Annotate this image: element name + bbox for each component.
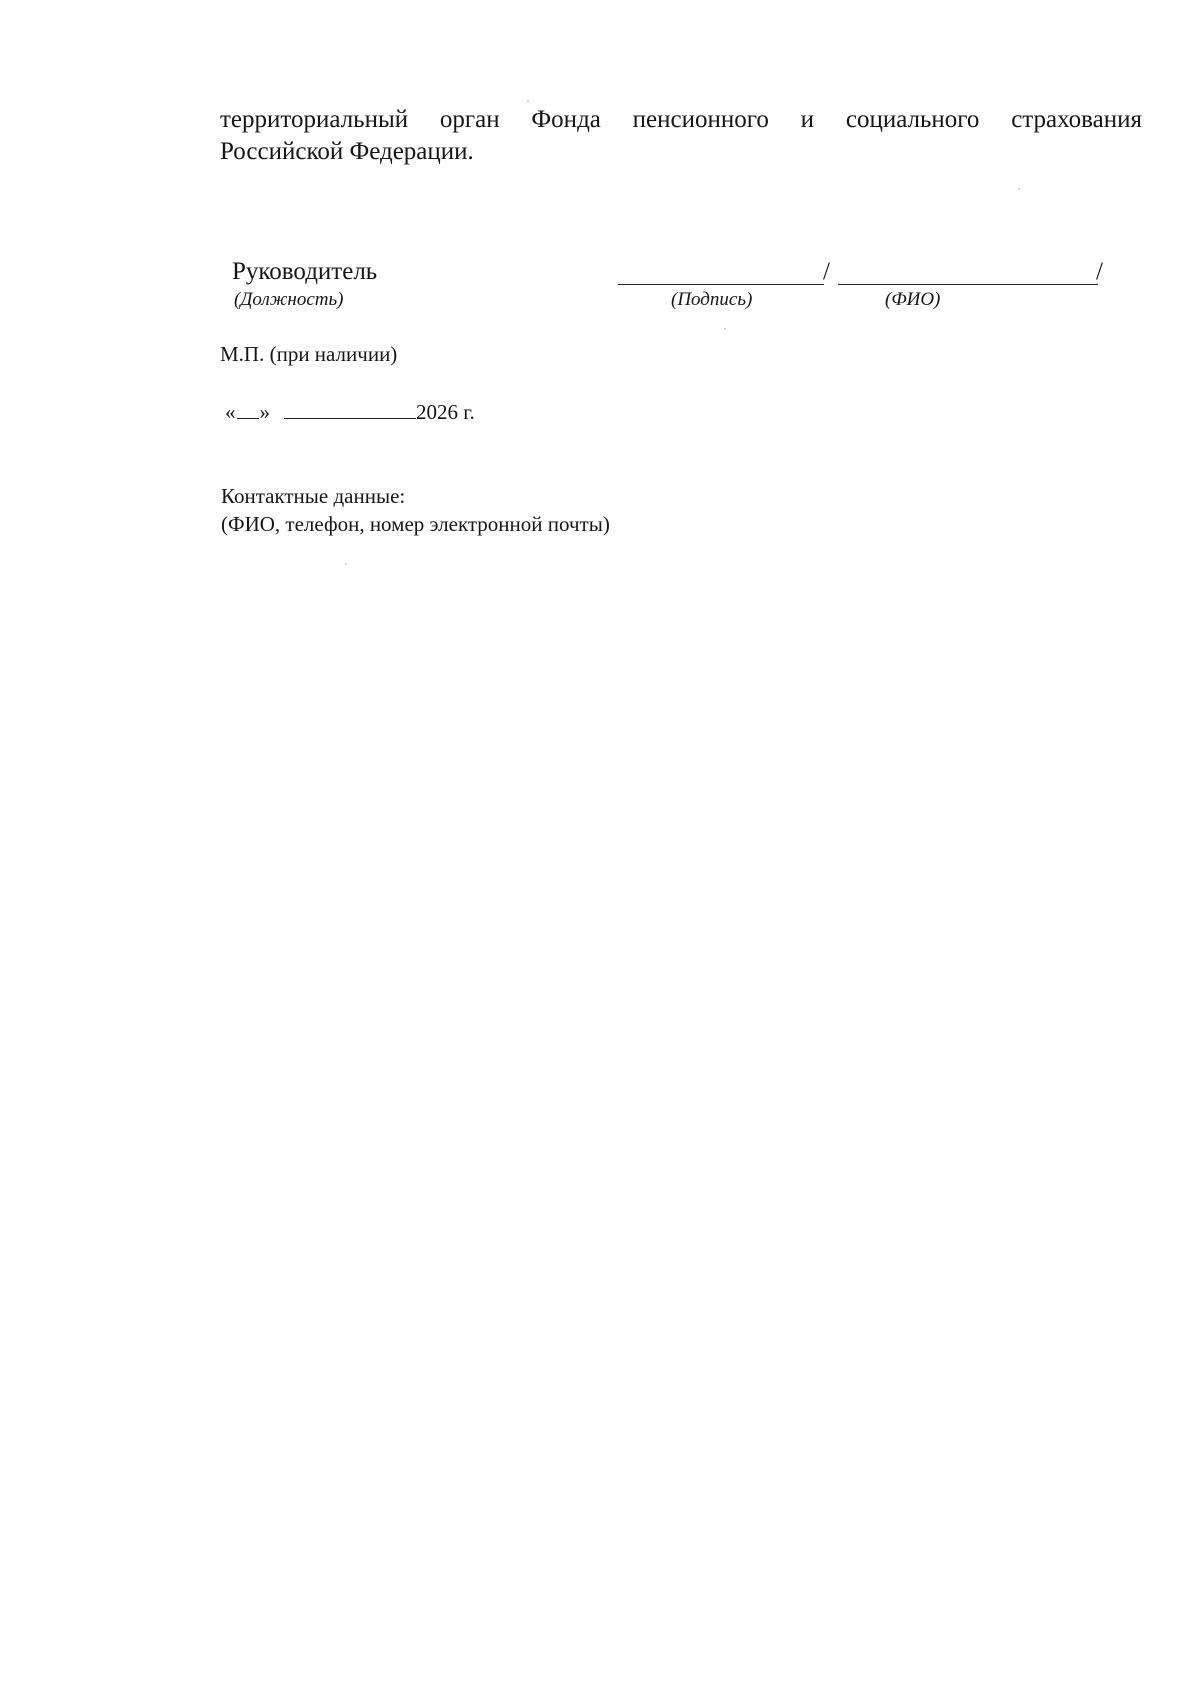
day-blank	[237, 402, 259, 419]
date-close-quote: »	[259, 400, 270, 424]
signature-line	[618, 284, 824, 285]
date-line	[225, 400, 475, 425]
position-caption: (Должность)	[234, 289, 344, 310]
fio-end-slash: /	[1096, 258, 1103, 285]
signature-separator-slash: /	[823, 258, 830, 285]
scan-speck	[345, 563, 347, 565]
date-open-quote: «	[225, 400, 236, 424]
contacts-hint: (ФИО, телефон, номер электронной почты)	[221, 512, 610, 536]
scan-speck	[1018, 188, 1020, 190]
date-year: 2026 г.	[416, 400, 475, 424]
scan-speck	[527, 100, 529, 102]
fio-caption: (ФИО)	[885, 289, 941, 310]
position-value: Руководитель	[232, 258, 378, 285]
stamp-note: М.П. (при наличии)	[220, 342, 398, 366]
paragraph-line-1: территориальный орган Фонда пенсионного и социального страхования	[220, 106, 1142, 133]
contacts-title: Контактные данные:	[221, 484, 406, 508]
month-blank	[284, 402, 416, 419]
fio-line	[838, 284, 1098, 285]
paragraph-line-2: Российской Федерации.	[220, 138, 474, 165]
signature-caption: (Подпись)	[671, 289, 753, 310]
body-paragraph	[220, 104, 1142, 168]
scan-speck	[724, 328, 726, 330]
